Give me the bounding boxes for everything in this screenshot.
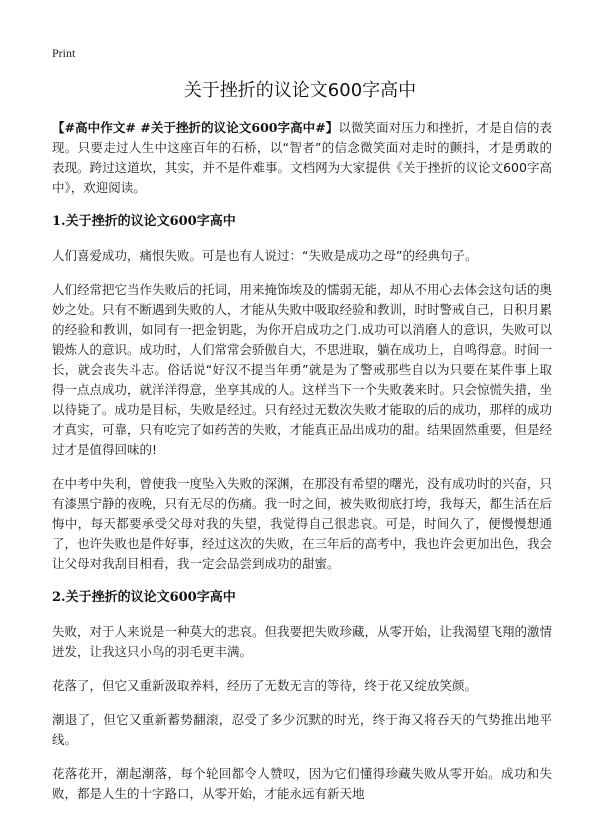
paragraph: 在中考中失利，曾使我一度坠入失败的深渊，在那没有希望的曙光，没有成功时的兴奋，只有漆黑宁静的夜晚，只有无尽的伤痛。我一时之间，被失败彻底打垮，我每天，都生活在后悔中，每天都要承受父母对我的失望，我觉得自己很悲哀。可是，时间久了，便慢慢想通了，也许失败也是件好事，经过这次的失败，在三年后的高考中，我也许会更加出色，我会让父母对我刮目相看，我一定会品尝到成功的甜蜜。 [52,476,553,571]
paragraph: 失败，对于人来说是一种莫大的悲哀。但我要把失败珍藏，从零开始，让我渴望飞翔的激情迸发，让我这只小鸟的羽毛更丰满。 [52,624,553,659]
section-heading-1: 1.关于挫折的议论文600字高中 [52,214,236,229]
intro-tag: 【#高中作文# #关于挫折的议论文600字高中#】 [52,120,339,135]
paragraph: 花落花开，潮起潮落，每个轮回都令人赞叹，因为它们懂得珍藏失败从零开始。成功和失败，都是人生的十字路口，从零开始，才能永远有新天地 [52,766,552,801]
paragraph: 人们经常把它当作失败后的托词，用来掩饰埃及的懦弱无能，却从不用心去体会这句话的奥妙之处。只有不断遇到失败的人，才能从失败中吸取经验和教训，时时警戒自己，日积月累的经验和教训，如同有一把金钥匙，为你开启成功之门.成功可以消磨人的意识，失败可以锻炼人的意识。成功时，人们常常会骄傲自大，不思进取，躺在成功上，自鸣得意。时间一长，就会丧失斗志。俗话说“好汉不提当年勇”就是为了警戒那些自以为只要在某件事上取得一点点成功，就洋洋得意，坐享其成的人。这样当下一个失败袭来时。只会惊慌失措，坐以待毙了。成功是目标，失败是经过。只有经过无数次失败才能取的后的成功，那样的成功才真实，可靠，只有吃完了如药苦的失败，才能真正品出成功的甜。结果固然重要，但是经过才是值得回味的! [52,282,553,457]
intro-paragraph [52,118,552,198]
paragraph: 潮退了，但它又重新蓄势翻滚，忍受了多少沉默的时光，终于海又将吞天的气势推出地平线。 [52,712,552,747]
paragraph: 花落了，但它又重新汲取养料，经历了无数无言的等待，终于花又绽放笑颜。 [52,678,478,693]
paragraph: 人们喜爱成功，痛恨失败。可是也有人说过：“失败是成功之母”的经典句子。 [52,248,478,263]
article-body [52,118,552,818]
section-heading-2: 2.关于挫折的议论文600字高中 [52,590,236,605]
page-title: 关于挫折的议论文600字高中 [183,80,417,101]
print-link[interactable]: Print [52,46,76,60]
intro-text: 以微笑面对压力和挫折，才是自信的表现。只要走过人生中这座百年的石桥，以“智者”的信念微笑面对走时的颤抖，才是勇敢的表现。跨过这道坎，其实，并不是件难事。文档网为大家提供《关于挫折的议论文600字高中》，欢迎阅读。 [52,120,552,195]
